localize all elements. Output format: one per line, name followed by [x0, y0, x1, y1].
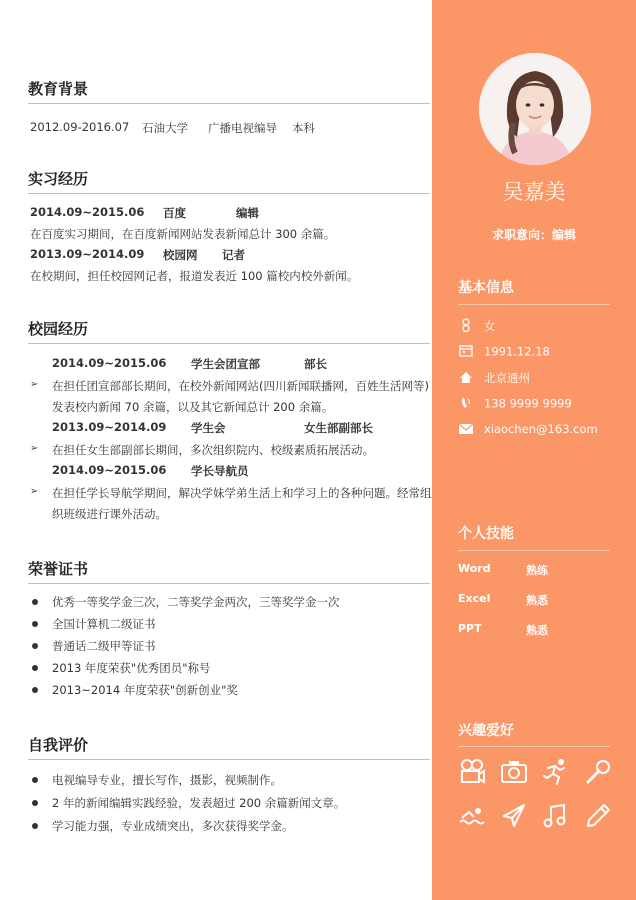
self-eval-item: 电视编导专业，擅长写作，摄影，视频制作。 [52, 773, 282, 787]
photo-camera-icon [500, 758, 528, 786]
campus-desc: 在担任女生部副部长期间，多次组织院内、校级素质拓展活动。 [52, 443, 374, 457]
candidate-name: 吴嘉美 [502, 180, 566, 204]
arrow-bullet-icon: ➢ [30, 443, 39, 454]
sidebar [432, 0, 636, 900]
campus-desc: 在担任学长导航学期间，解决学妹学弟生活上和学习上的各种问题。经常组 [52, 486, 432, 500]
campus-org: 学生会团宣部 [191, 357, 260, 371]
person-icon [458, 318, 474, 335]
campus-role: 女生部副部长 [304, 421, 373, 435]
honor-item: 优秀一等奖学金三次，二等奖学金两次，三等奖学金一次 [52, 595, 340, 609]
section-title-skills: 个人技能 [458, 526, 514, 542]
arrow-bullet-icon: ➢ [30, 379, 39, 390]
campus-org: 学生会 [191, 421, 226, 435]
divider [458, 550, 610, 551]
microphone-icon [584, 758, 612, 786]
skill-level: 熟悉 [526, 594, 548, 607]
internship-period: 2013.09~2014.09 [30, 247, 145, 261]
section-title-basic-info: 基本信息 [458, 280, 514, 296]
bullet-dot [32, 643, 38, 649]
bullet-dot [32, 800, 38, 806]
skill-level: 熟悉 [526, 624, 548, 637]
education-period: 2012.09-2016.07 [30, 120, 130, 134]
skill-name: Excel [458, 592, 491, 605]
education-school: 石油大学 [142, 121, 188, 135]
info-email [458, 422, 598, 437]
internship-desc: 在百度实习期间，在百度新闻网站发表新闻总计 300 余篇。 [30, 227, 336, 241]
divider [458, 746, 610, 747]
gender-value: 女 [484, 319, 496, 333]
bullet-dot [32, 621, 38, 627]
campus-role: 部长 [304, 357, 327, 371]
honor-item: 普通话二级甲等证书 [52, 639, 156, 653]
self-eval-item: 2 年的新闻编辑实践经验，发表超过 200 余篇新闻文章。 [52, 796, 346, 810]
campus-desc: 织班级进行课外活动。 [52, 507, 167, 521]
music-note-icon [542, 802, 570, 830]
info-phone [458, 396, 572, 412]
section-title-education: 教育背景 [28, 78, 430, 104]
honor-item: 2013 年度荣获"优秀团员"称号 [52, 661, 211, 675]
bullet-dot [32, 687, 38, 693]
self-eval-item: 学习能力强，专业成绩突出，多次获得奖学金。 [52, 819, 294, 833]
arrow-bullet-icon: ➢ [30, 486, 39, 497]
skill-name: PPT [458, 622, 482, 635]
section-title-internship: 实习经历 [28, 168, 430, 194]
pencil-icon [584, 802, 612, 830]
campus-desc: 发表校内新闻 70 余篇，以及其它新闻总计 200 余篇。 [52, 400, 334, 414]
bullet-dot [32, 599, 38, 605]
divider [458, 304, 610, 305]
internship-org: 校园网 [163, 248, 198, 262]
education-degree: 本科 [292, 121, 315, 135]
airplane-icon [500, 802, 528, 830]
phone-icon [458, 396, 474, 412]
campus-org: 学长导航员 [191, 464, 249, 478]
bullet-dot [32, 665, 38, 671]
mail-icon [458, 423, 474, 437]
info-birthday [458, 344, 550, 360]
campus-period: 2014.09~2015.06 [52, 463, 167, 477]
calendar-icon [458, 344, 474, 360]
honor-item: 全国计算机二级证书 [52, 617, 156, 631]
section-title-self-eval: 自我评价 [28, 734, 430, 760]
internship-desc: 在校期间，担任校园网记者，报道发表近 100 篇校内校外新闻。 [30, 269, 359, 283]
job-intent: 求职意向：编辑 [491, 228, 576, 242]
home-icon [458, 371, 474, 387]
campus-desc: 在担任团宣部部长期间，在校外新闻网站(四川新闻联播网，百姓生活网等) [52, 379, 429, 393]
email-value: xiaochen@163.com [484, 422, 598, 436]
swimming-icon [458, 802, 486, 830]
bullet-dot [32, 777, 38, 783]
internship-role: 编辑 [236, 206, 259, 220]
running-icon [542, 758, 570, 786]
phone-value: 138 9999 9999 [484, 396, 572, 411]
info-location [458, 370, 530, 387]
film-camera-icon [458, 758, 486, 786]
info-gender [458, 318, 496, 335]
section-title-hobbies: 兴趣爱好 [458, 723, 514, 739]
skill-name: Word [458, 562, 491, 575]
section-title-honors: 荣誉证书 [28, 558, 430, 584]
birthday-value: 1991.12.18 [484, 344, 550, 359]
internship-role: 记者 [222, 248, 245, 262]
section-title-campus: 校园经历 [28, 318, 430, 344]
internship-org: 百度 [163, 206, 186, 220]
location-value: 北京通州 [484, 371, 530, 385]
portrait-photo [479, 53, 591, 165]
bullet-dot [32, 823, 38, 829]
campus-period: 2013.09~2014.09 [52, 420, 167, 434]
internship-period: 2014.09~2015.06 [30, 205, 145, 219]
education-major: 广播电视编导 [208, 121, 277, 135]
honor-item: 2013~2014 年度荣获"创新创业"奖 [52, 683, 238, 697]
skill-level: 熟练 [526, 564, 548, 577]
avatar [479, 53, 591, 165]
campus-period: 2014.09~2015.06 [52, 356, 167, 370]
